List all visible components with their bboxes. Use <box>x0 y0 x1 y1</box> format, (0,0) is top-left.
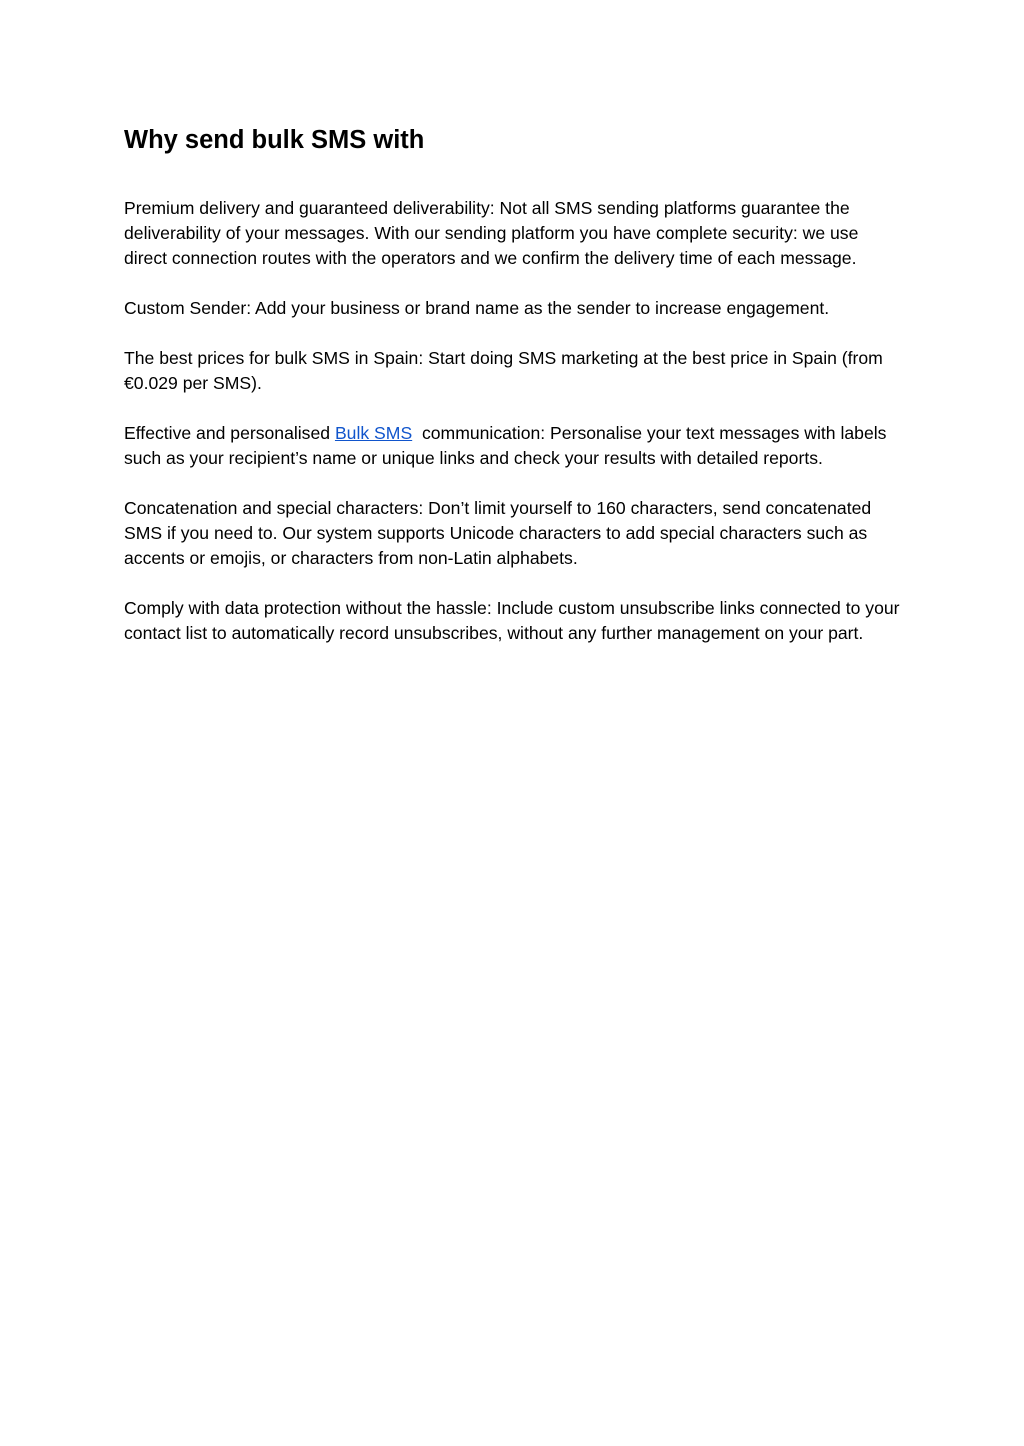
bulk-sms-link[interactable]: Bulk SMS <box>334 423 413 443</box>
paragraph-concatenation: Concatenation and special characters: Don’t limit yourself to 160 characters, send concatenated SMS if you need to. Our system supports Unicode characters to add special characters such as accents or emojis, or characters from non-Latin alphabets. <box>124 498 872 568</box>
document-page <box>124 118 904 646</box>
paragraph-text-after-link: communication: Personalise your text messages with labels such as your recipient’s name or unique links and check your results with detailed reports. <box>124 423 892 468</box>
paragraph-text-before-link: Effective and personalised <box>124 423 335 443</box>
paragraph-best-prices: The best prices for bulk SMS in Spain: Start doing SMS marketing at the best price in Spain (from €0.029 per SMS). <box>124 348 883 393</box>
paragraph-custom-sender: Custom Sender: Add your business or brand name as the sender to increase engagement. <box>124 298 830 318</box>
page-title: Why send bulk SMS with <box>124 126 425 154</box>
paragraph-premium-delivery: Premium delivery and guaranteed deliverability: Not all SMS sending platforms guarantee the deliverability of your messages. With our sending platform you have complete security: we use direct connection routes with the operators and we confirm the delivery time of each message. <box>124 198 859 268</box>
paragraph-personalised-communication <box>124 421 904 471</box>
paragraph-data-protection: Comply with data protection without the hassle: Include custom unsubscribe links connected to your contact list to automatically record unsubscribes, without any further management on your part. <box>124 598 900 643</box>
